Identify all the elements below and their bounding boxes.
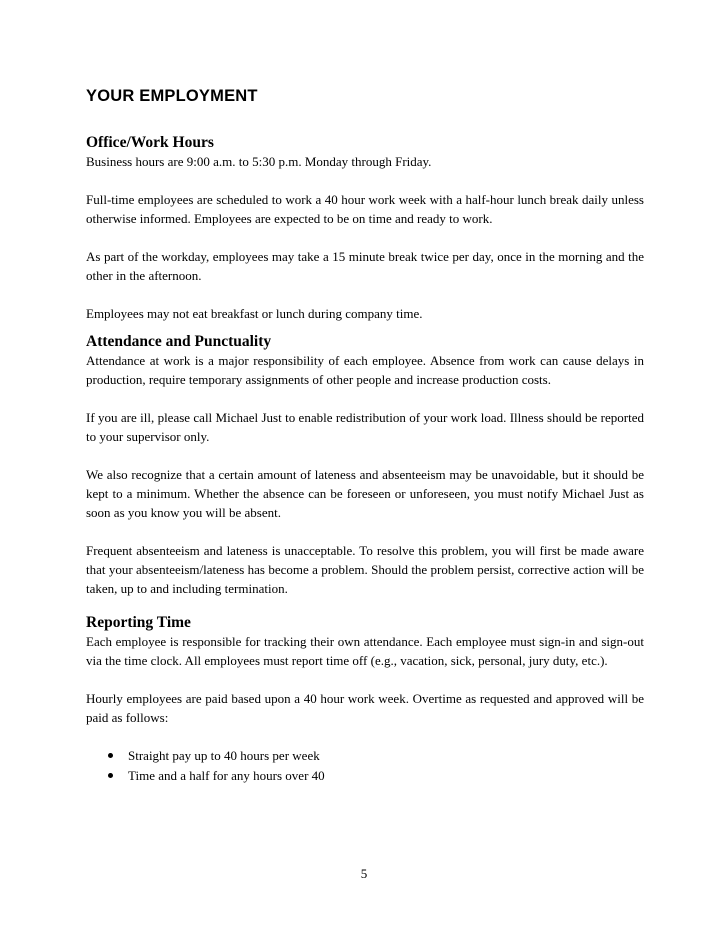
section-heading: Attendance and Punctuality (86, 333, 272, 350)
paragraph: Each employee is responsible for tracking their own attendance. Each employee must sign-in and sign-out via the time clock. All employees must report time off (e.g., vacation, sick, personal, jury duty, etc.). (86, 634, 644, 668)
paragraph: Attendance at work is a major responsibility of each employee. Absence from work can cause delays in production, require temporary assignments of other people and increase production costs. (86, 353, 644, 387)
section-heading: Reporting Time (86, 614, 191, 631)
paragraph: Frequent absenteeism and lateness is unacceptable. To resolve this problem, you will first be made aware that your absenteeism/lateness has become a problem. Should the problem persist, corrective action will be taken, up to and including termination. (86, 543, 644, 596)
page-number: 5 (360, 866, 368, 881)
paragraph: Business hours are 9:00 a.m. to 5:30 p.m. Monday through Friday. (86, 154, 432, 169)
list-item (108, 746, 644, 766)
section-attendance-punctuality (86, 332, 644, 598)
list-item (108, 766, 644, 786)
paragraph: Full-time employees are scheduled to work a 40 hour work week with a half-hour lunch break daily unless otherwise informed. Employees are expected to be on time and ready to work. (86, 192, 644, 226)
bullet-icon (108, 753, 113, 758)
section-reporting-time (86, 613, 644, 786)
paragraph: As part of the workday, employees may take a 15 minute break twice per day, once in the morning and the other in the afternoon. (86, 249, 644, 283)
paragraph: Hourly employees are paid based upon a 40 hour work week. Overtime as requested and approved will be paid as follows: (86, 691, 644, 725)
paragraph: We also recognize that a certain amount of lateness and absenteeism may be unavoidable, but it should be kept to a minimum. Whether the absence can be foreseen or unforeseen, you must notify Michael Just as soon as you know you will be absent. (86, 467, 644, 520)
list-item-text: Straight pay up to 40 hours per week (128, 748, 320, 763)
section-office-work-hours (86, 133, 644, 323)
page-title: YOUR EMPLOYMENT (86, 87, 258, 105)
section-heading: Office/Work Hours (86, 134, 214, 151)
bullet-list (86, 746, 644, 786)
paragraph: Employees may not eat breakfast or lunch during company time. (86, 306, 423, 321)
paragraph: If you are ill, please call Michael Just to enable redistribution of your work load. Illness should be reported to your supervisor only. (86, 410, 644, 444)
bullet-icon (108, 773, 113, 778)
list-item-text: Time and a half for any hours over 40 (128, 768, 325, 783)
